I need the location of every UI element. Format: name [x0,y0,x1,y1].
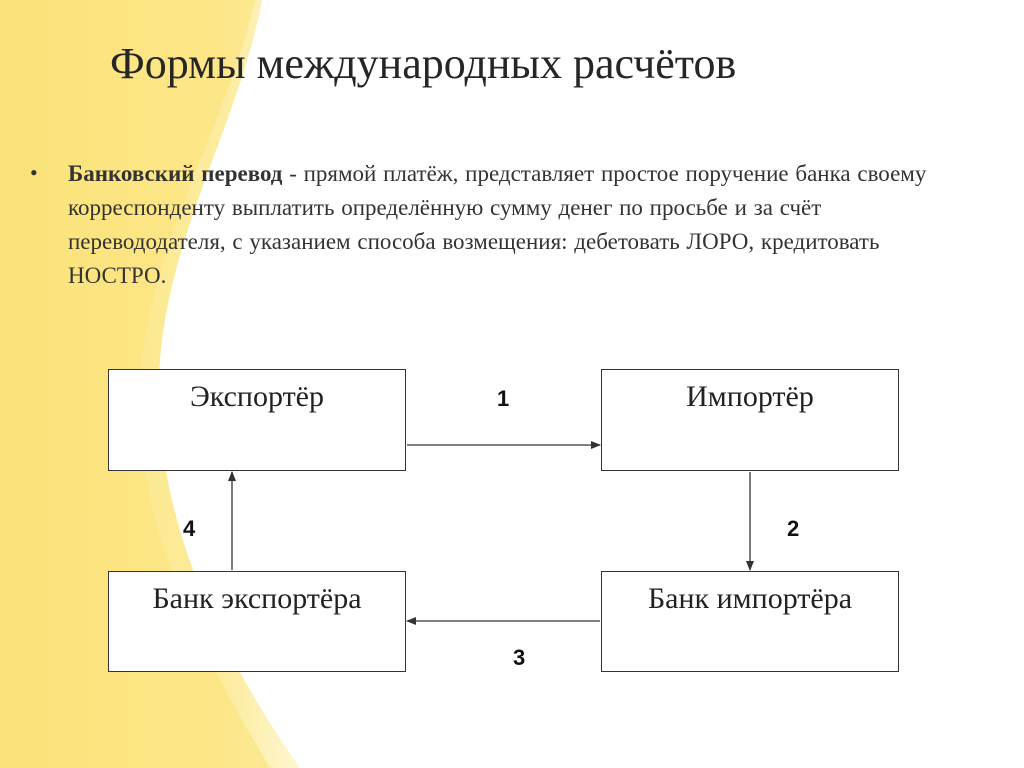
paragraph-text: - прямой платёж, представляет простое поручение банка своему корреспонденту выплатить определённую сумму денег по просьбе и за счёт перевододателя, с указанием способа возмещения: дебетовать ЛОРО, кредитовать НОСТРО. [68,161,927,288]
edge-label-4: 4 [183,516,196,541]
edge-label-3: 3 [513,645,526,670]
node-exporter-label: Экспортёр [189,380,325,413]
node-exporter-bank-label: Банк экспортёра [152,582,362,615]
edge-label-1: 1 [497,386,510,411]
node-importer-bank-label: Банк импортёра [647,582,853,615]
node-exporter-bank [108,571,406,672]
paragraph-term: Банковский перевод [68,161,283,186]
bullet-marker: • [30,160,38,185]
node-importer-bank [601,571,899,672]
slide-title: Формы международных расчётов [110,39,737,88]
node-exporter [108,369,406,471]
bullet-paragraph [68,157,968,293]
node-importer-label: Импортёр [686,380,814,413]
edge-label-2: 2 [787,516,800,541]
node-importer [601,369,899,471]
